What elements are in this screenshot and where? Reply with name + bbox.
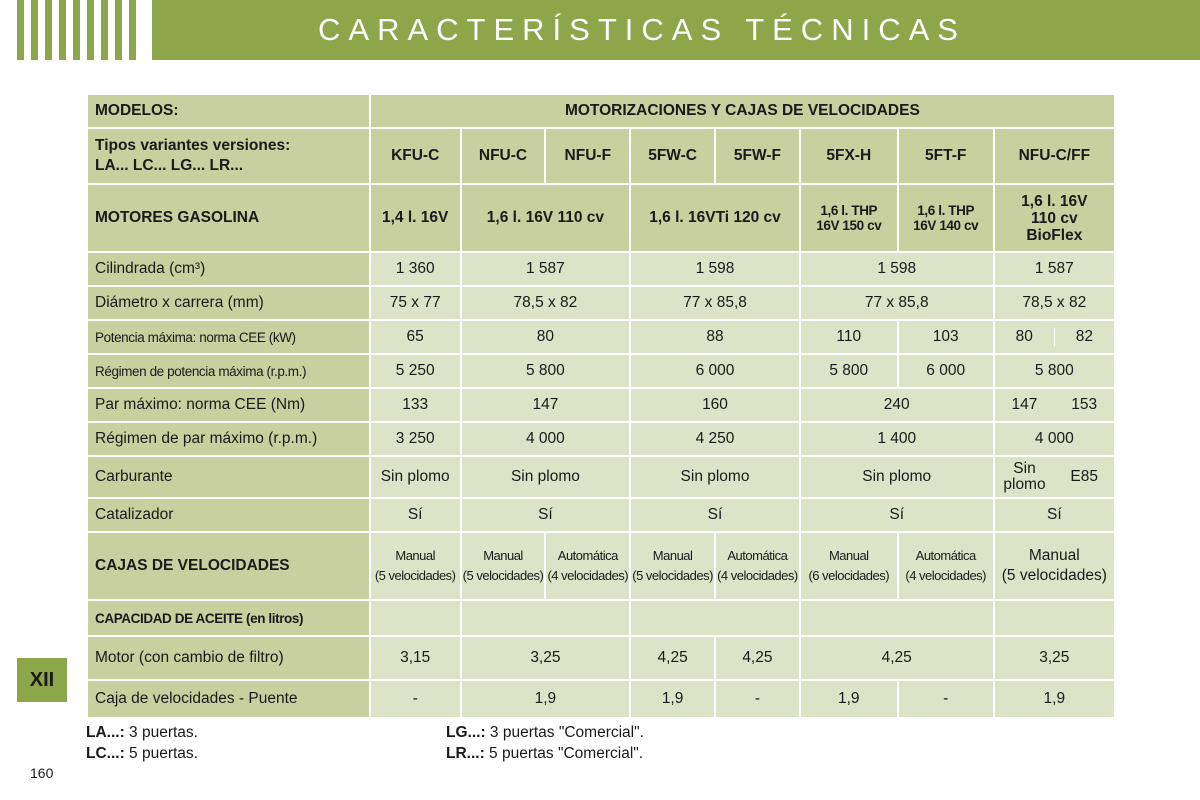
code-cell: 5FX-H xyxy=(801,129,897,183)
page-number: 160 xyxy=(30,765,54,781)
chapter-tab: XII xyxy=(17,658,67,702)
spec-value: 103 xyxy=(899,321,993,353)
spec-label: Diámetro x carrera (mm) xyxy=(88,287,369,319)
spec-value: 4 000 xyxy=(462,423,630,455)
gearbox-cell: Automática (4 velocidades) xyxy=(716,533,799,599)
oil-value: 4,25 xyxy=(801,637,993,679)
spec-value: Sí xyxy=(462,499,630,531)
gearbox-label: CAJAS DE VELOCIDADES xyxy=(88,533,369,599)
oil-value: 1,9 xyxy=(801,681,897,717)
header-stripes xyxy=(17,0,147,60)
spec-value: 1 598 xyxy=(801,253,993,285)
spec-value: Sin plomo xyxy=(371,457,460,497)
motor-header: MOTORIZACIONES Y CAJAS DE VELOCIDADES xyxy=(371,95,1114,127)
code-cell: NFU-C/FF xyxy=(995,129,1114,183)
spec-value: 78,5 x 82 xyxy=(462,287,630,319)
spec-value: 6 000 xyxy=(631,355,799,387)
spec-value: Sí xyxy=(801,499,993,531)
spec-value: 75 x 77 xyxy=(371,287,460,319)
spec-value: 153 xyxy=(1071,396,1098,413)
spec-value xyxy=(995,321,1114,353)
spec-label: Régimen de par máximo (r.p.m.) xyxy=(88,423,369,455)
spec-value: 1 400 xyxy=(801,423,993,455)
oil-value: - xyxy=(371,681,460,717)
spec-value: 80 xyxy=(1015,328,1033,345)
spec-label: Par máximo: norma CEE (Nm) xyxy=(88,389,369,421)
gearbox-oil-label: Caja de velocidades - Puente xyxy=(88,681,369,717)
spec-value: Sí xyxy=(995,499,1114,531)
spec-value: 4 250 xyxy=(631,423,799,455)
code-cell: NFU-C xyxy=(462,129,545,183)
spec-label: Catalizador xyxy=(88,499,369,531)
motor-cell: 1,6 l. 16VTi 120 cv xyxy=(631,185,799,251)
spec-value: 5 800 xyxy=(462,355,630,387)
spec-value: 5 800 xyxy=(801,355,897,387)
footnote-lr: LR...: 5 puertas "Comercial". xyxy=(446,745,644,762)
spec-value: 1 587 xyxy=(995,253,1114,285)
code-cell: NFU-F xyxy=(546,129,629,183)
gearbox-cell: Automática (4 velocidades) xyxy=(899,533,993,599)
motor-cell: 1,6 l. THP 16V 140 cv xyxy=(899,185,993,251)
code-cell: 5FT-F xyxy=(899,129,993,183)
spec-value: 78,5 x 82 xyxy=(995,287,1114,319)
footnote-lc: LC...: 5 puertas. xyxy=(86,745,198,762)
spec-value: 110 xyxy=(801,321,897,353)
oil-capacity-label: CAPACIDAD DE ACEITE (en litros) xyxy=(88,601,369,635)
motors-label: MOTORES GASOLINA xyxy=(88,185,369,251)
gearbox-cell: Manual (5 velocidades) xyxy=(631,533,714,599)
spec-value: 147 xyxy=(1011,396,1038,413)
spec-value: 1 598 xyxy=(631,253,799,285)
code-cell: 5FW-C xyxy=(631,129,714,183)
footnote-la: LA...: 3 puertas. xyxy=(86,724,198,741)
spec-value: 3 250 xyxy=(371,423,460,455)
spec-value: 80 xyxy=(462,321,630,353)
oil-value: - xyxy=(899,681,993,717)
spec-value: 5 250 xyxy=(371,355,460,387)
spec-value xyxy=(995,457,1114,497)
spec-value: Sin plomo xyxy=(801,457,993,497)
spec-value: 6 000 xyxy=(899,355,993,387)
gearbox-cell: Manual (5 velocidades) xyxy=(995,533,1114,599)
specs-table xyxy=(86,93,1116,719)
spec-label: Régimen de potencia máxima (r.p.m.) xyxy=(88,355,369,387)
spec-label: Potencia máxima: norma CEE (kW) xyxy=(88,321,369,353)
gearbox-cell: Manual (5 velocidades) xyxy=(462,533,545,599)
motor-cell: 1,4 l. 16V xyxy=(371,185,460,251)
motor-cell: 1,6 l. 16V 110 cv xyxy=(462,185,630,251)
spec-value: 5 800 xyxy=(995,355,1114,387)
spec-value: Sin plomo xyxy=(631,457,799,497)
oil-value: 1,9 xyxy=(462,681,630,717)
oil-value: - xyxy=(716,681,799,717)
models-label: MODELOS: xyxy=(88,95,369,127)
gearbox-cell: Automática (4 velocidades) xyxy=(546,533,629,599)
oil-value: 4,25 xyxy=(716,637,799,679)
spec-value: 4 000 xyxy=(995,423,1114,455)
spec-value: 77 x 85,8 xyxy=(631,287,799,319)
motor-cell: 1,6 l. THP 16V 150 cv xyxy=(801,185,897,251)
spec-value xyxy=(995,389,1114,421)
spec-value: Sí xyxy=(631,499,799,531)
spec-value: 82 xyxy=(1054,328,1114,346)
code-cell: KFU-C xyxy=(371,129,460,183)
oil-value: 3,25 xyxy=(462,637,630,679)
oil-value: 4,25 xyxy=(631,637,714,679)
page-title: CARACTERÍSTICAS TÉCNICAS xyxy=(318,12,966,47)
gearbox-cell: Manual (5 velocidades) xyxy=(371,533,460,599)
oil-value: 1,9 xyxy=(995,681,1114,717)
spec-value: Sin plomo xyxy=(462,457,630,497)
code-cell: 5FW-F xyxy=(716,129,799,183)
spec-value: 77 x 85,8 xyxy=(801,287,993,319)
spec-value: Sin plomo xyxy=(1003,460,1046,493)
spec-label: Carburante xyxy=(88,457,369,497)
gearbox-cell: Manual (6 velocidades) xyxy=(801,533,897,599)
spec-value: 65 xyxy=(371,321,460,353)
spec-value: 147 xyxy=(462,389,630,421)
spec-value: 240 xyxy=(801,389,993,421)
motor-cell: 1,6 l. 16V 110 cv BioFlex xyxy=(995,185,1114,251)
spec-value: E85 xyxy=(1070,468,1098,485)
spec-value: Sí xyxy=(371,499,460,531)
spec-value: 1 587 xyxy=(462,253,630,285)
spec-value: 88 xyxy=(631,321,799,353)
spec-label: Cilindrada (cm³) xyxy=(88,253,369,285)
oil-value: 3,25 xyxy=(995,637,1114,679)
spec-value: 160 xyxy=(631,389,799,421)
motor-oil-label: Motor (con cambio de filtro) xyxy=(88,637,369,679)
types-label: Tipos variantes versiones: LA... LC... LG... LR... xyxy=(88,129,369,183)
spec-value: 1 360 xyxy=(371,253,460,285)
spec-value: 133 xyxy=(371,389,460,421)
oil-value: 1,9 xyxy=(631,681,714,717)
footnote-lg: LG...: 3 puertas "Comercial". xyxy=(446,724,644,741)
oil-value: 3,15 xyxy=(371,637,460,679)
